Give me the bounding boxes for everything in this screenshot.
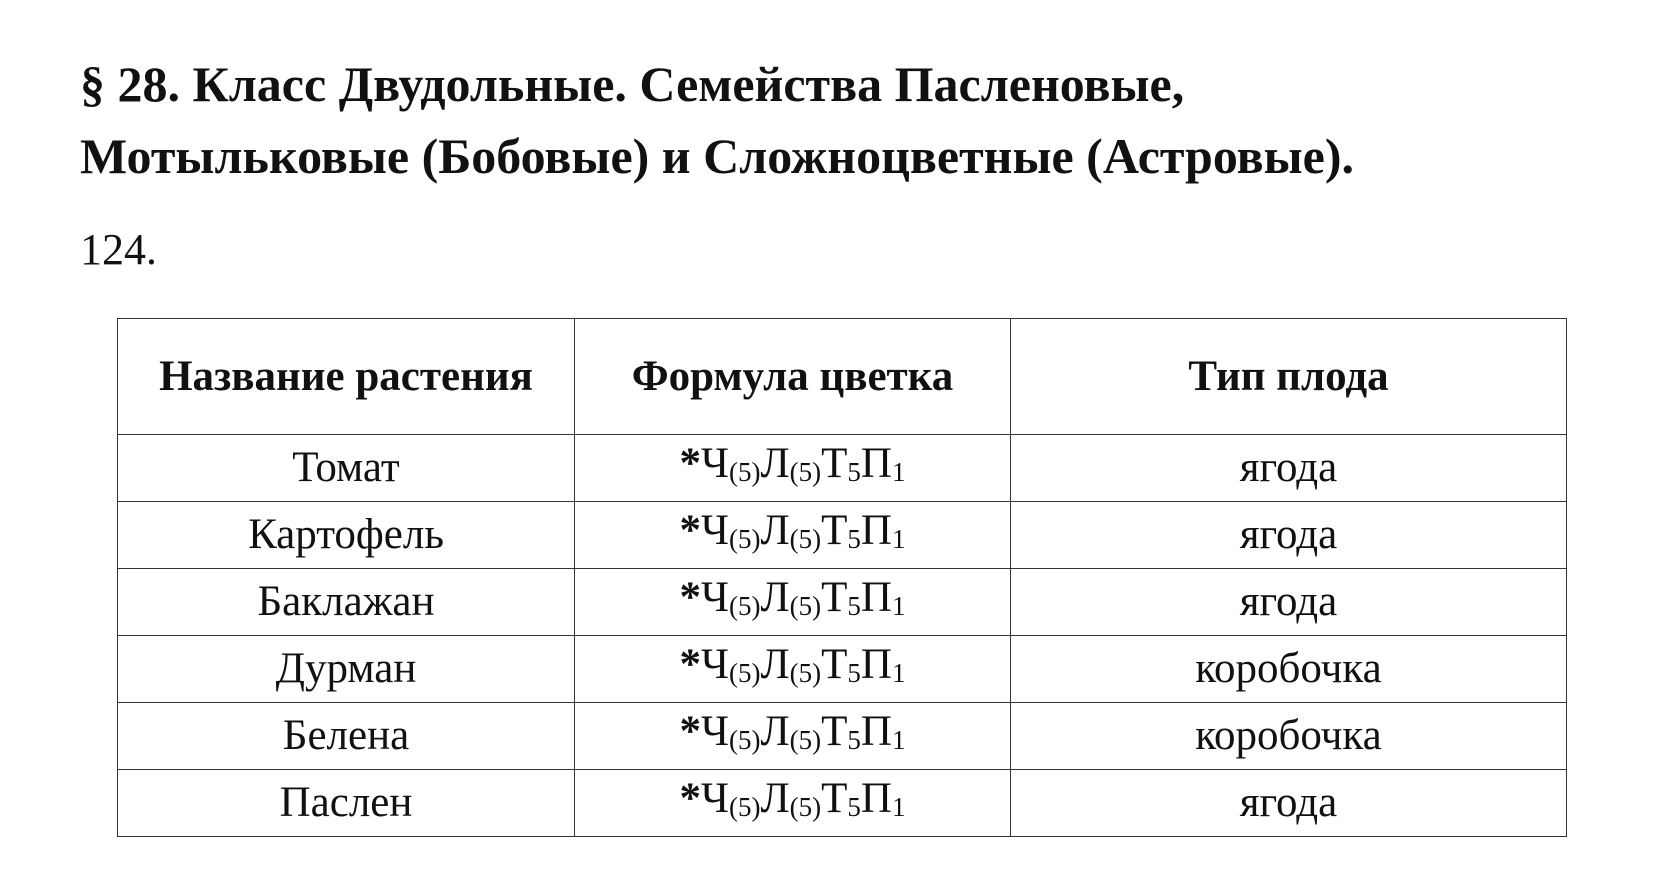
formula-star: * (679, 641, 702, 688)
flower-formula-cell (575, 770, 1011, 837)
fruit-type-cell: коробочка (1011, 703, 1567, 770)
formula-corolla-count: (5) (789, 524, 822, 554)
formula-pistil-count: 1 (891, 524, 906, 554)
formula-star: * (679, 440, 702, 487)
formula-star: * (679, 507, 702, 554)
formula-stamens: Т (821, 440, 848, 487)
formula-pistil: П (860, 708, 892, 755)
formula-calyx: Ч (701, 507, 729, 554)
formula-corolla: Л (760, 708, 790, 755)
formula-stamens-count: 5 (847, 658, 861, 688)
formula-calyx-count: (5) (728, 725, 761, 755)
formula-pistil-count: 1 (891, 457, 906, 487)
formula-stamens: Т (821, 574, 848, 621)
formula-stamens-count: 5 (847, 591, 861, 621)
plant-name-cell: Томат (118, 435, 575, 502)
table-row (118, 569, 1567, 636)
page-title-line-2: Мотыльковые (Бобовые) и Сложноцветные (Астровые). (80, 128, 1354, 184)
formula-corolla: Л (760, 641, 790, 688)
formula-calyx: Ч (701, 775, 729, 822)
formula-star: * (679, 574, 702, 621)
flower-formula-cell (575, 435, 1011, 502)
table-header-row (118, 319, 1567, 435)
formula-calyx-count: (5) (728, 591, 761, 621)
plant-name-cell: Картофель (118, 502, 575, 569)
formula-pistil-count: 1 (891, 591, 906, 621)
plant-name-cell: Баклажан (118, 569, 575, 636)
fruit-type-cell: коробочка (1011, 636, 1567, 703)
plant-name-cell: Дурман (118, 636, 575, 703)
page-title (80, 48, 1600, 192)
formula-calyx: Ч (701, 574, 729, 621)
formula-stamens-count: 5 (847, 524, 861, 554)
flower-formula-cell (575, 703, 1011, 770)
table-row (118, 502, 1567, 569)
formula-stamens-count: 5 (847, 457, 861, 487)
formula-corolla-count: (5) (789, 591, 822, 621)
formula-pistil: П (860, 641, 892, 688)
formula-calyx: Ч (701, 440, 729, 487)
formula-calyx-count: (5) (728, 658, 761, 688)
formula-stamens-count: 5 (847, 725, 861, 755)
formula-corolla-count: (5) (789, 658, 822, 688)
fruit-type-cell: ягода (1011, 770, 1567, 837)
plant-name-cell: Белена (118, 703, 575, 770)
table-body (118, 435, 1567, 837)
table-row (118, 636, 1567, 703)
table-row (118, 435, 1567, 502)
formula-corolla-count: (5) (789, 725, 822, 755)
plants-table (117, 318, 1567, 837)
formula-stamens-count: 5 (847, 792, 861, 822)
formula-corolla: Л (760, 775, 790, 822)
page-title-line-1: § 28. Класс Двудольные. Семейства Пасленовые, (80, 56, 1185, 112)
formula-stamens: Т (821, 641, 848, 688)
flower-formula-cell (575, 636, 1011, 703)
formula-calyx-count: (5) (728, 457, 761, 487)
formula-calyx: Ч (701, 641, 729, 688)
formula-stamens: Т (821, 708, 848, 755)
formula-corolla-count: (5) (789, 457, 822, 487)
formula-pistil-count: 1 (891, 658, 906, 688)
table-row (118, 703, 1567, 770)
fruit-type-cell: ягода (1011, 435, 1567, 502)
header-fruit-type: Тип плода (1011, 319, 1567, 435)
header-flower-formula: Формула цветка (575, 319, 1011, 435)
flower-formula-cell (575, 502, 1011, 569)
plant-name-cell: Паслен (118, 770, 575, 837)
formula-calyx: Ч (701, 708, 729, 755)
formula-pistil: П (860, 507, 892, 554)
formula-pistil: П (860, 574, 892, 621)
fruit-type-cell: ягода (1011, 569, 1567, 636)
formula-corolla: Л (760, 507, 790, 554)
formula-pistil-count: 1 (891, 725, 906, 755)
formula-star: * (679, 708, 702, 755)
formula-corolla: Л (760, 440, 790, 487)
formula-pistil: П (860, 775, 892, 822)
fruit-type-cell: ягода (1011, 502, 1567, 569)
formula-corolla: Л (760, 574, 790, 621)
formula-pistil-count: 1 (891, 792, 906, 822)
flower-formula-cell (575, 569, 1011, 636)
formula-corolla-count: (5) (789, 792, 822, 822)
formula-stamens: Т (821, 775, 848, 822)
formula-pistil: П (860, 440, 892, 487)
table-row (118, 770, 1567, 837)
formula-calyx-count: (5) (728, 792, 761, 822)
task-number: 124. (80, 225, 157, 274)
header-plant-name: Название растения (118, 319, 575, 435)
formula-calyx-count: (5) (728, 524, 761, 554)
formula-stamens: Т (821, 507, 848, 554)
formula-star: * (679, 775, 702, 822)
